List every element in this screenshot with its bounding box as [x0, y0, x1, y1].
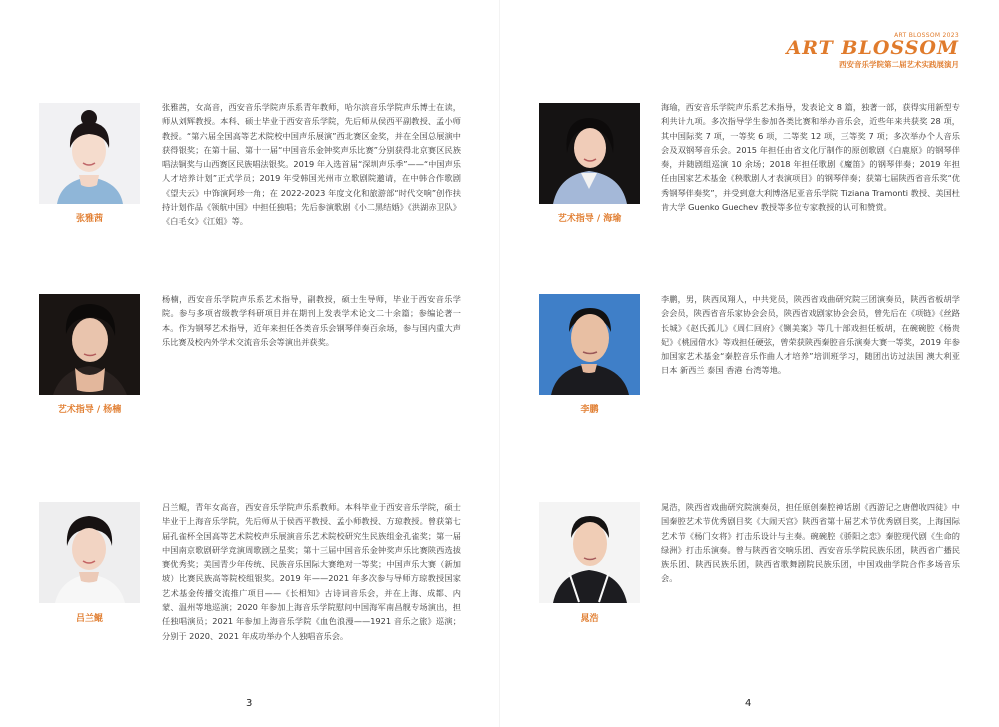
profile-photo-hai-yu [539, 103, 640, 204]
page-number-right: 4 [745, 698, 752, 709]
profile-caption-zhang-yaxi: 张雅茜 [75, 214, 103, 224]
profile-photo-yang-nan [39, 294, 140, 395]
profile-caption-lv-lankun: 吕兰鲲 [75, 614, 103, 624]
logo-small-text: ART BLOSSOM 2023 [894, 32, 959, 39]
profile-photo-chao-hao [539, 502, 640, 603]
profile-photo-li-peng [539, 294, 640, 395]
profile-caption-yang-nan: 艺术指导 / 杨楠 [57, 405, 122, 415]
page-divider [499, 0, 500, 727]
profile-bio-li-peng: 李鹏，男，陕西凤翔人，中共党员，陕西省戏曲研究院三团演奏员，陕西省板胡学会会员，陕西省音乐家协会会员，陕西省戏剧家协会会员，曾先后在《项链》《丝路长城》《赵氏孤儿》《周仁回府》《铡美案》等几十部戏担任板胡，在碗碗腔《杨贵妃》《桃园借水》等戏担任硬弦，曾荣获陕西秦腔音乐演奏大赛一等奖，2019 年参加国家艺术基金“秦腔音乐作曲人才培养”培训班学习，随团出访过法国 澳大利亚 日本 新西兰 泰国 香港 台湾等地。 [661, 294, 960, 376]
logo-title: ART BLOSSOM [786, 37, 959, 59]
profile-bio-zhang-yaxi: 张雅茜，女高音，西安音乐学院声乐系青年教师，哈尔滨音乐学院声乐博士在读，师从刘辉教授。本科、硕士毕业于西安音乐学院，先后师从侯西平副教授、孟小师教授。“第六届全国高等艺术院校中国声乐展演”西北赛区金奖，并在全国总展演中获得银奖；在第十届、第十一届“中国音乐金钟奖声乐比赛”分别获得北京赛区民族唱法铜奖与山西赛区民族唱法银奖。2019 年入选首届“深圳声乐季”——“中国声乐人才培养计划”正式学员；2019 年受韩国光州市立歌剧院邀请，在中韩合作歌剧《望夫云》中饰演阿珍一角；在 2022-2023 年度文化和旅游部“时代交响”创作扶持计划作品《领航中国》中担任独唱；先后参演歌剧《小二黑结婚》《洪湖赤卫队》《白毛女》《江姐》等。 [162, 102, 461, 227]
profile-caption-hai-yu: 艺术指导 / 海瑜 [557, 214, 622, 224]
page-number-left: 3 [246, 698, 253, 709]
profile-bio-lv-lankun: 吕兰鲲，青年女高音，西安音乐学院声乐系教师。本科毕业于西安音乐学院，硕士毕业于上海音乐学院，先后师从于侯西平教授、孟小师教授、方琼教授。曾获第七届孔雀杯全国高等艺术院校声乐展演音乐艺术院校研究生民族组金孔雀奖；第一届中国南京歌剧研学竞演周歌剧之星奖；第十三届中国音乐金钟奖声乐比赛陕西选拔赛优秀奖；美国青少年传统、民族音乐国际大赛绝对一等奖；中国声乐大赛（新加坡）比赛民族高等院校组银奖。2019 年——2021 年多次参与导师方琼教授国家艺术基金传播交流推广项目——《长相知》古诗词音乐会，并在上海、成都、内蒙、温州等地巡演；2020 年参加上海音乐学院慰问中国海军南昌舰专场演出，担任独唱演员；2021 年参加上海音乐学院《血色浪漫——1921 音乐之旅》巡演；分别于 2020、2021 年成功举办个人独唱音乐会。 [162, 502, 461, 641]
profile-bio-chao-hao: 晁浩，陕西省戏曲研究院演奏员，担任原创秦腔神话剧《西游记之唐僧收四徒》中国秦腔艺术节优秀剧目奖《大闹天宫》陕西省第十届艺术节优秀剧目奖，上海国际艺术节《杨门女将》打击乐设计与主奏。碗碗腔《骄阳之恋》秦腔现代剧《生命的绿洲》打击乐演奏。曾与陕西省交响乐团、西安音乐学院民族乐团，陕西省广播民族乐团、陕西民族乐团，陕西省歌舞剧院民族乐团，中国戏曲学院合作多场音乐会。 [661, 502, 960, 584]
profile-photo-lv-lankun [39, 502, 140, 603]
profile-bio-yang-nan: 杨楠，西安音乐学院声乐系艺术指导，副教授，硕士生导师，毕业于西安音乐学院。参与多项省级教学科研项目并在期刊上发表学术论文二十余篇；参编论著一本。作为钢琴艺术指导，近年来担任各类音乐会钢琴伴奏百余场，参与国内重大声乐比赛及校内外学术交流音乐会等演出并获奖。 [162, 294, 461, 347]
profile-caption-li-peng: 李鹏 [580, 405, 599, 415]
profile-photo-zhang-yaxi [39, 103, 140, 204]
profile-bio-hai-yu: 海瑜，西安音乐学院声乐系艺术指导，发表论文 8 篇，独著一部，获得实用新型专利共计九项。多次指导学生参加各类比赛和举办音乐会，近些年来共获奖 28 项，其中国际奖 7 项，一等奖 6 项，二等奖 12 项，三等奖 7 项；多次举办个人音乐会及双钢琴音乐会。2015 年担任由省文化厅制作的原创歌剧《白鹿原》的钢琴伴奏，并随剧组巡演 10 余场；2018 年担任歌剧《魔笛》的钢琴伴奏；2019 年担任由国家艺术基金《秧歌剧人才表演项目》的钢琴伴奏；获第七届陕西省音乐奖“优秀钢琴伴奏奖”，并受到意大利博洛尼亚音乐学院 Tiziana Tramonti 教授、美国杜肯大学 Guenko Guechev 教授等多位专家教授的认可和赞赏。 [661, 102, 960, 213]
profile-caption-chao-hao: 晁浩 [580, 614, 599, 624]
art-blossom-logo [786, 32, 959, 70]
logo-subtitle: 西安音乐学院第二届艺术实践展演月 [839, 60, 959, 69]
